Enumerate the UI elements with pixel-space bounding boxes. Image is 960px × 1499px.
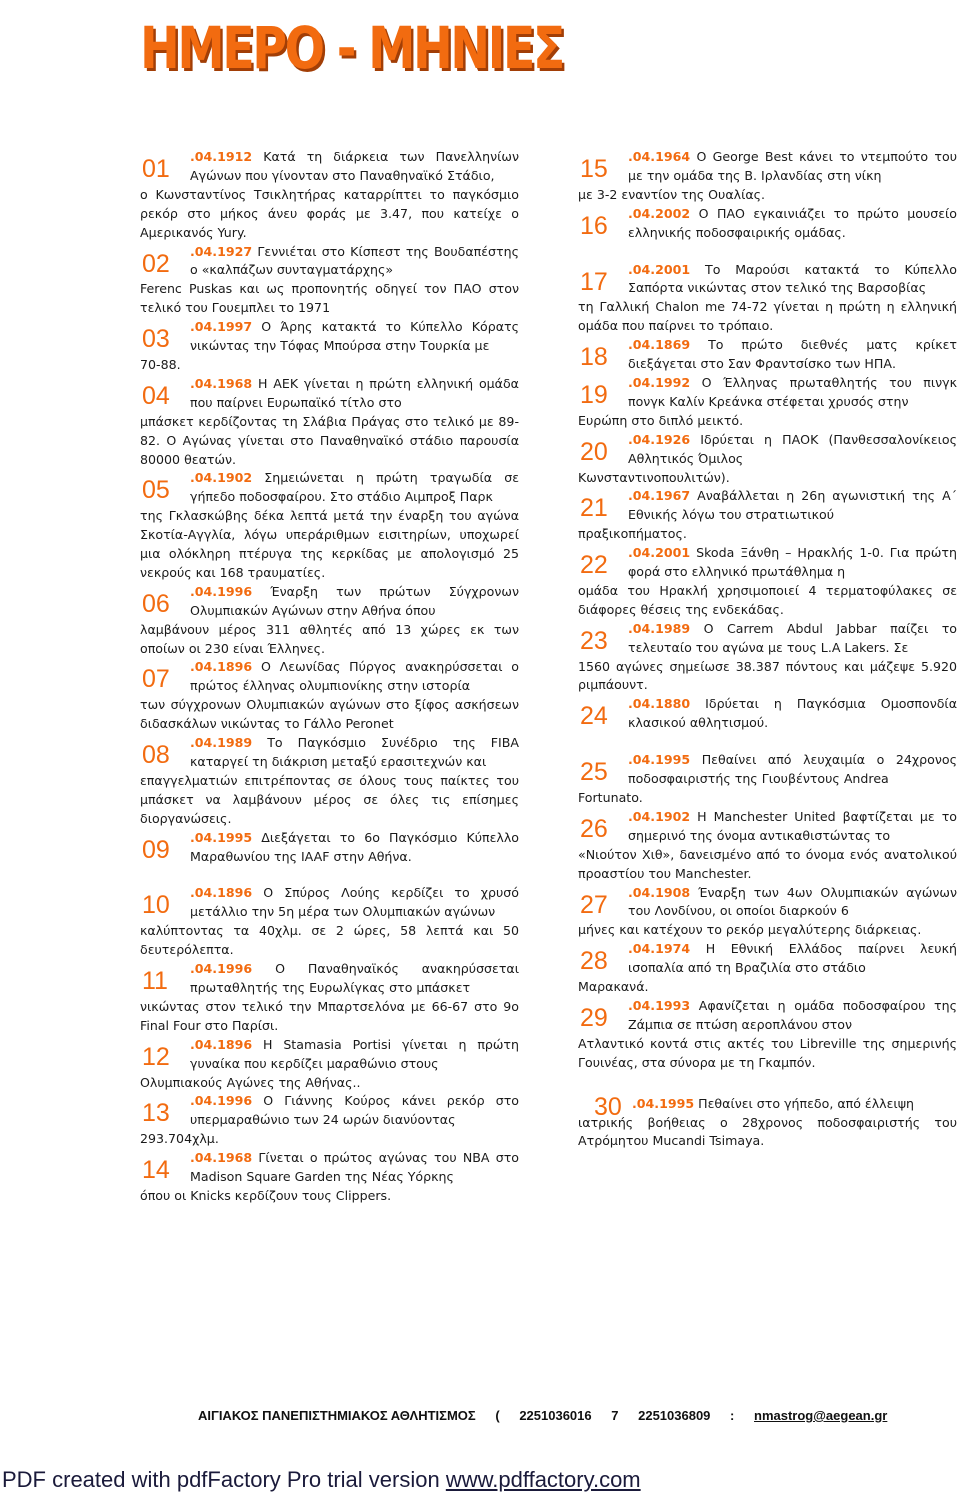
list-item: [578, 695, 957, 733]
entry-lead-text: Σημειώνεται η πρώτη τραγωδία σε γήπεδο ποδοσφαίρου. Στο στάδιο Αιμπροξ Παρκ: [190, 470, 519, 505]
column-right: [578, 148, 957, 1151]
entry-date: .04.1896: [190, 1036, 253, 1052]
list-item: [578, 261, 957, 337]
day-number: 12: [142, 1042, 170, 1071]
day-number: 16: [580, 211, 608, 240]
entry-text: των σύγχρονων Ολυμπιακών αγώνων στο ξίφος ασκήσεων διδασκάλων νικώντας το Γάλλο Peronet: [140, 697, 519, 732]
day-number: 14: [142, 1156, 170, 1185]
list-item: [140, 734, 519, 829]
entry-text: Κωνσταντινοπουλιτών).: [578, 469, 730, 485]
entry-lead-text: Ο ΠΑΟ εγκαινιάζει το πρώτο μουσείο ελληνικής ποδοσφαιρικής ομάδας.: [628, 205, 957, 240]
entry-text: με 3-2 εναντίον της Ουαλίας.: [578, 186, 766, 202]
entry-lead: [578, 751, 957, 789]
day-number: 20: [580, 437, 608, 466]
entry-lead-text: Γεννιέται στο Κίσπεστ της Βουδαπέστης ο «καλπάζων συνταγματάρχης»: [190, 243, 519, 278]
day-number: 04: [142, 381, 170, 410]
day-number: 10: [142, 891, 170, 920]
entry-date: .04.2001: [628, 545, 691, 561]
list-item: [140, 1092, 519, 1149]
entry-lead: [578, 487, 957, 525]
day-number: 08: [142, 741, 170, 770]
entry-lead-text: Η Manchester United βαφτίζεται με το σημερινό της όνομα αντικαθιστώντας το: [628, 808, 957, 843]
day-number: 18: [580, 343, 608, 372]
day-number: 26: [580, 814, 608, 843]
day-number: 19: [580, 380, 608, 409]
entry-date: .04.1995: [632, 1095, 695, 1111]
entry-date: .04.1996: [190, 961, 253, 977]
entry-lead-text: Ο Σπύρος Λούης κερδίζει το χρυσό μετάλλιο την 5η μέρα των Ολυμπιακών αγώνων: [190, 885, 519, 920]
entry-text: καλύπτοντας τα 40χλμ. σε 2 ώρες, 58 λεπτά και 50 δευτερόλεπτα.: [140, 923, 519, 958]
day-number: 15: [580, 155, 608, 183]
entry-lead: [140, 1036, 519, 1074]
entry-lead: [140, 318, 519, 356]
day-number: 03: [142, 325, 170, 354]
entry-text: 70-88.: [140, 356, 181, 372]
entry-lead-text: Η Stamasia Portisi γίνεται η πρώτη γυναίκα που κερδίζει μαραθώνιο στους: [190, 1036, 519, 1071]
footer-phone: 2251036016: [519, 1408, 592, 1423]
entry-text: επαγγελματιών επιτρέποντας σε όλους τους παίκτες του μπάσκετ να λαμβάνουν μέρος σε όλες τις επίσημες διοργανώσεις.: [140, 772, 519, 826]
entry-lead-text: Το πρώτο διεθνές ματς κρίκετ διεξάγεται στο Σαν Φραντσίσκο των ΗΠΑ.: [628, 337, 957, 372]
day-number: 28: [580, 947, 608, 976]
entry-lead-text: Έναρξη των 4ων Ολυμπιακών αγώνων του Λονδίνου, οι οποίοι διαρκούν 6: [628, 884, 957, 919]
footer-fax: 2251036809: [638, 1408, 711, 1423]
footer-email[interactable]: nmastrog@aegean.gr: [754, 1408, 888, 1423]
entry-text: Ferenc Puskas και ως προπονητής οδηγεί τον ΠΑΟ στον τελικό του Γουεμπλει το 1971: [140, 281, 519, 316]
list-item: [140, 960, 519, 1036]
list-item: [140, 658, 519, 734]
entry-lead: [578, 620, 957, 658]
entry-text: Ατλαντικό κοντά στις ακτές του Libreville της σημερινής Γουινέας, στα σύνορα με τη Γκαμπόν.: [578, 1035, 957, 1070]
day-number: 29: [580, 1003, 608, 1032]
entry-date: .04.1896: [190, 659, 253, 675]
day-number: 22: [580, 551, 608, 580]
entry-lead: [578, 940, 957, 978]
day-number: 09: [142, 835, 170, 864]
entry-lead-text: Ο Γιάννης Κούρος κάνει ρεκόρ στο υπερμαραθώνιο των 24 ωρών διανύοντας: [190, 1093, 519, 1128]
list-item: [578, 884, 957, 941]
entry-lead-text: Πεθαίνει από λευχαιμία ο 24χρονος ποδοσφαιριστής της Γιουβέντους Andrea: [628, 752, 957, 787]
entry-lead: [578, 884, 957, 922]
entry-lead-text: Ο Έλληνας πρωταθλητής του πινγκ πονγκ Καλίν Κρεάνκα στέφεται χρυσός στην: [628, 374, 957, 409]
entry-lead-text: Ιδρύεται η Παγκόσμια Ομοσπονδία κλασικού αθλητισμού.: [628, 696, 957, 731]
list-item: [140, 318, 519, 375]
entry-text: νικώντας στον τελικό την Μπαρτσελόνα με 66-67 στο 9ο Final Four στο Παρίσι.: [140, 998, 519, 1033]
entry-lead: [140, 243, 519, 281]
entry-lead: [578, 336, 957, 374]
pdf-banner-text: PDF created with pdfFactory Pro trial version: [2, 1467, 446, 1492]
entry-lead-text: Αφανίζεται η ομάδα ποδοσφαίρου της Ζάμπια σε πτώση αεροπλάνου στον: [628, 997, 957, 1032]
entry-date: .04.1989: [628, 620, 691, 636]
entry-date: .04.1902: [190, 470, 253, 486]
column-left: [140, 148, 519, 1206]
entry-date: .04.1997: [190, 319, 253, 335]
entry-lead-text: Διεξάγεται το 6ο Παγκόσμιο Κύπελλο Μαραθωνίου της IAAF στην Αθήνα.: [190, 829, 519, 864]
entry-lead-text: Η Εθνική Ελλάδος παίρνει λευκή ισοπαλία από τη Βραζιλία στο στάδιο: [628, 941, 957, 976]
email-symbol: :: [730, 1408, 735, 1423]
entry-lead: [140, 829, 519, 867]
list-item: [578, 1092, 957, 1152]
entry-lead: [140, 469, 519, 507]
list-item: [140, 1036, 519, 1093]
entry-date: .04.1880: [628, 696, 691, 712]
entry-lead-text: Το Παγκόσμιο Συνέδριο της FIBA καταργεί τη διάκριση μεταξύ ερασιτεχνών και: [190, 735, 519, 769]
entry-text: όπου οι Knicks κερδίζουν τους Clippers.: [140, 1187, 392, 1203]
list-item: [140, 583, 519, 659]
entry-text: Μαρακανά.: [578, 979, 649, 995]
entry-text: μήνες και κατέχουν το ρεκόρ μεγαλύτερης διάρκειας.: [578, 922, 922, 938]
entry-date: .04.1974: [628, 941, 691, 957]
fax-symbol: 7: [611, 1408, 619, 1423]
entry-lead-text: Ο Carrem Abdul Jabbar παίζει το τελευταίο του αγώνα με τους L.A Lakers. Σε: [628, 620, 957, 655]
list-item: [578, 751, 957, 808]
entry-lead-text: Πεθαίνει στο γήπεδο, από έλλειψη: [694, 1095, 914, 1111]
entry-text: πραξικοπήματος.: [578, 526, 687, 542]
phone-symbol: (: [495, 1408, 500, 1423]
entry-lead-text: Αναβάλλεται η 26η αγωνιστική της Α΄ Εθνικής λόγω του στρατιωτικού: [628, 488, 957, 523]
list-item: [578, 808, 957, 884]
entry-lead: [578, 695, 957, 733]
page-title: ΗΜΕΡΟ - ΜΗΝΙΕΣ: [140, 14, 563, 82]
entry-lead-text: Το Μαρούσι κατακτά το Κύπελλο Σαπόρτα νικώντας στον τελικό της Βαρσοβίας: [628, 261, 957, 296]
entry-lead: [578, 1095, 957, 1114]
entry-date: .04.1968: [190, 375, 253, 391]
list-item: [578, 205, 957, 243]
entry-lead-text: Κατά τη διάρκεια των Πανελληνίων Αγώνων που γίνονταν στο Παναθηναϊκό Στάδιο,: [190, 149, 519, 183]
entry-lead: [140, 960, 519, 998]
day-number: 30: [594, 1092, 622, 1121]
list-item: [578, 487, 957, 544]
entry-text: «Νιούτον Χιθ», δανεισμένο από το όνομα ενός ανατολικού προαστίου του Manchester.: [578, 846, 957, 881]
entry-lead: [140, 1092, 519, 1130]
list-item: [578, 431, 957, 488]
day-number: 25: [580, 758, 608, 787]
list-item: [140, 243, 519, 319]
pdf-banner-link[interactable]: www.pdffactory.com: [445, 1467, 641, 1492]
entry-date: .04.1967: [628, 488, 691, 504]
entry-text: Ευρώπη στο διπλό μεικτό.: [578, 412, 744, 428]
list-item: [140, 469, 519, 582]
entry-text: ο Κωνσταντίνος Τσικλητήρας καταρρίπτει το παγκόσμιο ρεκόρ στο μήκος άνευ φοράς με 3.47, που κατείχε ο Αμερικανός Yury.: [140, 186, 519, 240]
list-item: [578, 374, 957, 431]
list-item: [140, 148, 519, 243]
entry-lead: [578, 374, 957, 412]
day-number: 07: [142, 665, 170, 694]
entry-lead: [140, 734, 519, 772]
entry-lead: [140, 884, 519, 922]
entry-text: ομάδα του Ηρακλή χρησιμοποιεί 4 τερματοφύλακες σε διάφορες θέσεις της ενδεκάδας.: [578, 582, 957, 617]
list-item: [578, 336, 957, 374]
entry-date: .04.1908: [628, 884, 691, 900]
entry-lead: [578, 997, 957, 1035]
list-item: [140, 375, 519, 470]
entry-lead: [578, 261, 957, 299]
footer-org: ΑΙΓΙΑΚΟΣ ΠΑΝΕΠΙΣΤΗΜΙΑΚΟΣ ΑΘΛΗΤΙΣΜΟΣ: [198, 1408, 476, 1423]
entry-date: .04.1995: [190, 829, 253, 845]
entry-lead: [578, 544, 957, 582]
entry-text: Fortunato.: [578, 790, 643, 805]
entry-date: .04.1902: [628, 808, 691, 824]
entry-text: Ολυμπιακούς Αγώνες της Αθήνας..: [140, 1074, 361, 1090]
entry-date: .04.1896: [190, 885, 253, 901]
list-item: [578, 148, 957, 205]
day-number: 06: [142, 589, 170, 618]
entry-lead-text: Ο Λεωνίδας Πύργος ανακηρύσσεται ο πρώτος έλληνας ολυμπιονίκης στην ιστορία: [190, 659, 519, 694]
entry-text: τη Γαλλική Chalon me 74-72 γίνεται η πρώτη η ελληνική ομάδα που παίρνει το τρόπαιο.: [578, 299, 957, 334]
entry-date: .04.1869: [628, 337, 691, 353]
footer: [198, 1407, 918, 1425]
day-number: 13: [142, 1099, 170, 1128]
entry-lead: [140, 658, 519, 696]
list-item: [578, 940, 957, 997]
list-item: [140, 829, 519, 867]
entry-date: .04.1996: [190, 583, 253, 599]
list-item: [140, 1149, 519, 1206]
entry-date: .04.1964: [628, 149, 691, 164]
entry-lead: [140, 583, 519, 621]
list-item: [578, 544, 957, 620]
list-item: [578, 620, 957, 696]
entry-date: .04.2001: [628, 261, 691, 277]
entry-date: .04.1995: [628, 752, 691, 768]
list-item: [140, 884, 519, 960]
entry-text: λαμβάνουν μέρος 311 αθλητές από 13 χώρες εκ των οποίων οι 230 είναι Έλληνες.: [140, 621, 519, 656]
entry-date: .04.1993: [628, 997, 691, 1013]
entry-lead-text: Η ΑΕΚ γίνεται η πρώτη ελληνική ομάδα που παίρνει Ευρωπαϊκό τίτλο στο: [190, 375, 519, 410]
day-number: 17: [580, 267, 608, 296]
day-number: 21: [580, 494, 608, 523]
entry-lead: [578, 148, 957, 186]
day-number: 02: [142, 249, 170, 278]
entry-lead: [140, 1149, 519, 1187]
entry-date: .04.1992: [628, 374, 691, 390]
entry-lead: [578, 431, 957, 469]
entry-date: .04.1996: [190, 1093, 253, 1109]
entry-lead-text: Skoda Ξάνθη – Ηρακλής 1-0. Για πρώτη φορά στο ελληνικό πρωτάθλημα η: [628, 545, 957, 580]
entry-text: 1560 αγώνες σημείωσε 38.387 πόντους και μάζεψε 5.920 ριμπάουντ.: [578, 658, 957, 693]
entry-lead: [140, 148, 519, 186]
entry-text: μπάσκετ κερδίζοντας τη Σλάβια Πράγας στο τελικό με 89-82. Ο Αγώνας γίνεται στο Παναθηναϊκό στάδιο παρουσία 80000 θεατών.: [140, 413, 519, 467]
day-number: 05: [142, 476, 170, 505]
day-number: 23: [580, 626, 608, 655]
entry-date: .04.2002: [628, 205, 691, 221]
day-number: 27: [580, 890, 608, 919]
entry-text: 293.704χλμ.: [140, 1131, 219, 1147]
entry-date: .04.1968: [190, 1150, 253, 1166]
pdf-banner: [2, 1466, 641, 1494]
entry-lead: [140, 375, 519, 413]
entry-lead-text: Ο George Best κάνει το ντεμπούτο του με την ομάδα της Β. Ιρλανδίας στη νίκη: [628, 149, 957, 183]
entry-lead-text: Ο Παναθηναϊκός ανακηρύσσεται πρωταθλητής της Ευρωλίγκας στο μπάσκετ: [190, 961, 519, 995]
day-number: 24: [580, 702, 608, 731]
entry-text: ιατρικής βοήθειας ο 28χρονος ποδοσφαιριστής του Ατρόμητου Mucandi Tsimaya.: [578, 1114, 957, 1149]
entry-lead-text: Γίνεται ο πρώτος αγώνας του NBA στο Madison Square Garden της Νέας Υόρκης: [190, 1150, 519, 1185]
entry-lead-text: Έναρξη των πρώτων Σύγχρονων Ολυμπιακών Αγώνων στην Αθήνα όπου: [190, 583, 519, 618]
day-number: 01: [142, 155, 170, 183]
entry-lead: [578, 808, 957, 846]
entry-date: .04.1926: [628, 431, 691, 447]
list-item: [578, 997, 957, 1073]
day-number: 11: [142, 967, 168, 996]
entry-lead: [578, 205, 957, 243]
entry-lead-text: Ιδρύεται η ΠΑΟΚ (Πανθεσσαλονίκειος Αθλητικός Όμιλος: [628, 431, 957, 466]
entry-date: .04.1912: [190, 149, 253, 164]
entry-date: .04.1927: [190, 243, 253, 259]
entry-lead-text: Ο Άρης κατακτά το Κύπελλο Κόρατς νικώντας την Τόφας Μπούρσα στην Τουρκία με: [190, 319, 519, 354]
entry-text: της Γκλασκώβης δέκα λεπτά μετά την έναρξη του αγώνα Σκοτία-Αγγλία, λόγω υπεράριθμων εισιτηρίων, υποχωρεί μια ολόκληρη πτέρυγα της κερκίδας με απολογισμό 25 νεκρούς και 168 τραυματίες.: [140, 508, 519, 580]
entry-date: .04.1989: [190, 735, 253, 751]
